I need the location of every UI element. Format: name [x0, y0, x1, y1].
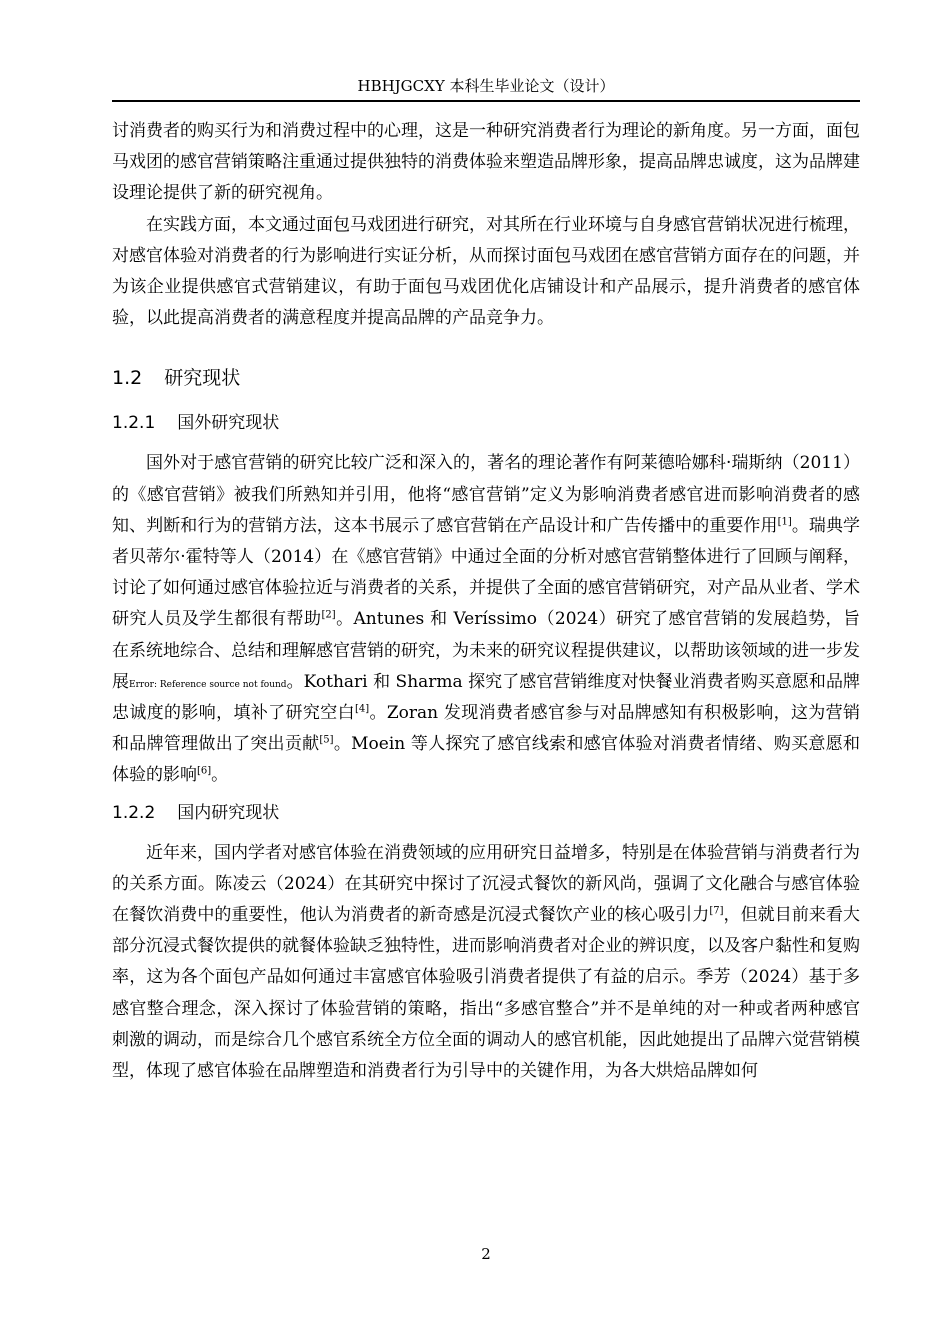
subsection-heading-1-2-2 — [112, 800, 860, 826]
section-number: 1.2 — [112, 367, 143, 390]
subsection-heading-1-2-1 — [112, 410, 860, 436]
section-title: 研究现状 — [164, 367, 241, 390]
citation-error: Error: Reference source not found — [129, 679, 287, 690]
page-number: 2 — [481, 1245, 491, 1263]
page-header: HBHJGCXY 本科生毕业论文（设计） — [357, 77, 615, 95]
subsection-title: 国外研究现状 — [177, 413, 280, 434]
citation-1: [1] — [777, 516, 792, 528]
text-segment: 近年来，国内学者对感官体验在消费领域的应用研究日益增多，特别是在体验营销与消费者行为的关系方面。陈凌云（2024）在其研究中探讨了沉浸式餐饮的新风尚，强调了文化融合与感官体验在餐饮消费中的重要性，他认为消费者的新奇感是沉浸式餐饮产业的核心吸引力 — [112, 842, 860, 926]
citation-7: [7] — [709, 905, 724, 917]
paragraph-significance-end: 讨消费者的购买行为和消费过程中的心理，这是一种研究消费者行为理论的新角度。另一方面，面包马戏团的感官营销策略注重通过提供独特的消费体验来塑造品牌形象，提高品牌忠诚度，这为品牌建设理论提供了新的研究视角。 — [112, 121, 860, 204]
text-segment: 国外对于感官营销的研究比较广泛和深入的，著名的理论著作有阿莱德哈娜科·瑞斯纳（2011）的《感官营销》被我们所熟知并引用，他将“感官营销”定义为影响消费者感官进而影响消费者的感知、判断和行为的营销方法，这本书展示了感官营销在产品设计和广告传播中的重要作用 — [112, 453, 860, 536]
citation-4: [4] — [354, 703, 370, 715]
text-segment: ，但就目前来看大部分沉浸式餐饮提供的就餐体验缺乏独特性，进而影响消费者对企业的辨识度，以及客户黏性和复购率，这为各个面包产品如何通过丰富感官体验吸引消费者提供了有益的启示。季芳（2024）基于多感官整合理念，深入探讨了体验营销的策略，指出“多感官整合”并不是单纯的对一种或者两种感官刺激的调动，而是综合几个感官系统全方位全面的调动人的感官机能，因此她提出了品牌六觉营销模型，体现了感官体验在品牌塑造和消费者行为引导中的关键作用，为各大烘焙品牌如何 — [112, 905, 861, 1082]
citation-6: [6] — [197, 765, 212, 777]
header-divider — [112, 100, 860, 102]
paragraph-practical-significance: 在实践方面，本文通过面包马戏团进行研究，对其所在行业环境与自身感官营销状况进行梳理，对感官体验对消费者的行为影响进行实证分析，从而探讨面包马戏团在感官营销方面存在的问题，并为该企业提供感官式营销建议，有助于面包马戏团优化店铺设计和产品展示，提升消费者的感官体验，以此提高消费者的满意程度并提高品牌的产品竞争力。 — [112, 214, 860, 329]
subsection-number: 1.2.1 — [112, 413, 156, 434]
section-heading-1-2 — [112, 364, 860, 392]
text-segment: 。Zoran 发现消费者感官参与对品牌感知有积极影响，这为营销和品牌管理做出了突出贡献 — [112, 703, 861, 755]
text-segment: 。 — [211, 765, 229, 786]
document-body — [112, 116, 860, 1087]
citation-2: [2] — [321, 609, 336, 621]
text-segment: 。Antunes 和 Veríssimo（2024）研究了感官营销的发展趋势，旨在系统地综合、总结和理解感官营销的研究，为未来的研究议程提供建议，以帮助该领域的进一步发展 — [112, 609, 861, 692]
text-segment: 。瑞典学者贝蒂尔·霍特等人（2014）在《感官营销》中通过全面的分析对感官营销整体进行了回顾与阐释，讨论了如何通过感官体验拉近与消费者的关系，并提供了全面的感官营销研究，对产品从业者、学术研究人员及学生都很有帮助 — [112, 515, 861, 630]
paragraph-foreign-research — [112, 448, 860, 791]
text-segment: 。Kothari 和 Sharma 探究了感官营销维度对快餐业消费者购买意愿和品牌忠诚度的影响，填补了研究空白 — [112, 671, 861, 724]
citation-5: [5] — [319, 734, 334, 746]
subsection-number: 1.2.2 — [112, 802, 156, 823]
text-segment: 。Moein 等人探究了感官线索和感官体验对消费者情绪、购买意愿和体验的影响 — [112, 734, 860, 786]
paragraph-domestic-research — [112, 838, 860, 1088]
subsection-title: 国内研究现状 — [177, 802, 280, 823]
